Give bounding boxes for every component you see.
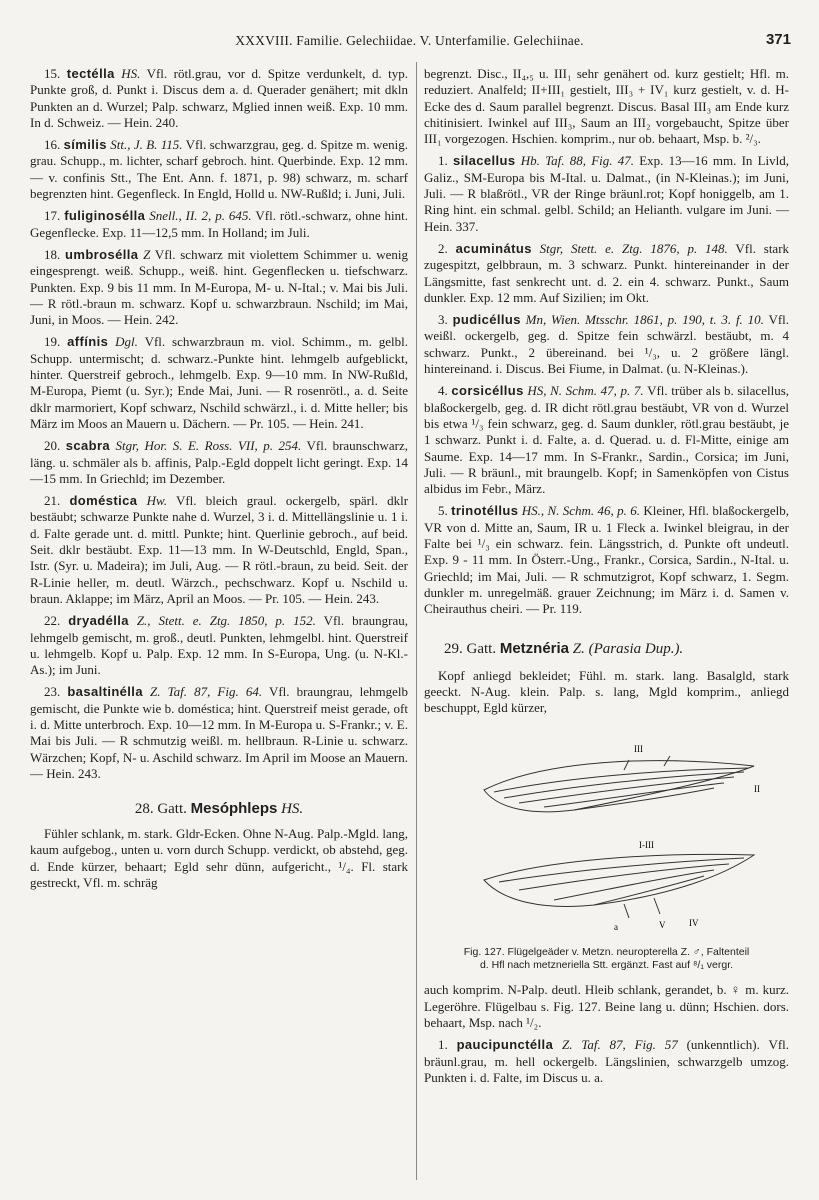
species-text: (unkenntlich). Vfl. bräunl.grau, m. hell ockergelb. Längslinien, schwarzgelb umzog. Punkten i. d. Falte, im Discus u. a. bbox=[424, 1037, 790, 1085]
species-name: umbrosélla bbox=[65, 246, 139, 262]
species-number: 1. bbox=[438, 1037, 448, 1053]
vein-label: IV bbox=[689, 918, 699, 929]
species-text: Vfl. stark zugespitzt, gelbbraun, m. 3 schwarz. Punkt. hintereinander in der Längsmitte, fast senkrecht unt. d. 2. ein 4. schwarz. Punkt., Saum dunkler. Exp. 12 mm. Auf Sizilien; im Okt. bbox=[424, 240, 790, 305]
species-number: 1. bbox=[438, 153, 448, 169]
species-text: Vfl. schwarz mit violettem Schimmer u. wenig eingesprengt. weiß. Schupp., weiß. hint. Gegenflecken u. tiefschwarz. Punkten. Exp. 9 bis 11 mm. In M-Europa, M- u. N-Ital.; v. Mai bis Juli. — R rötl.-braun m. schwarz. Kopf u. schwarzbraun. Nschild; im Mai, Juni, in Moos. — Hein. 242. bbox=[30, 246, 409, 328]
species-text: Vfl. schwarzgrau, geg. d. Spitze m. wenig. grau. Schupp., m. lichter, scharf gebroch. hint. Querbinde. Exp. 12 mm. — v. confinis Stt., The Ent. Ann. f. 1871, p. 98) schwarz, m. scharf begrenzten hint. Gegenfleck. In Engld, Holld u. NW-Rußld; i. Juni, Juli. bbox=[30, 137, 408, 202]
species-entry bbox=[30, 247, 408, 328]
species-number: 17. bbox=[44, 208, 61, 224]
species-text: Kleiner, Hfl. blaßockergelb, VR von d. Mitte an, Saum, IR u. 1 Fleck a. Iwinkel bleigrau, in der Falte bei ¹/₃ ein schwarz. fein. Längsstrich, d. Punkte oft undeutl. Exp. 9 - 11 mm. In Österr.-Ung., Frankr., Corsica, Sardin., N-Ital. u. Griechld; im Mai, Juli. — R schmutzigrot, Kopf schwarz, 1. Segm. dunkler m. unregelmäß. grauer Zeichnung; im März i. d. Samen v. Cheirauthus cheiri. — Pr. 119. bbox=[424, 503, 789, 617]
species-number: 16. bbox=[44, 137, 61, 153]
species-author: HS., N. Schm. 46, p. 6. bbox=[521, 503, 640, 519]
species-name: acuminátus bbox=[455, 240, 532, 256]
species-author: Stt., J. B. 115. bbox=[110, 137, 183, 153]
species-name: dryadélla bbox=[68, 613, 129, 629]
species-text: Exp. 13—16 mm. In Livld, Galiz., SM-Europa bis M-Ital. u. Dalmat., (in N-Kleinas.); im Juni, Juli. — R blaßrötl., VR der Ringe bräunl.rot; Kopf honiggelb, am 1. Ring hint. ein schmal. gelbl. Schild; an Helianth. vulgare im Juni. — Hein. 337. bbox=[424, 153, 790, 234]
post-figure-text: auch komprim. N-Palp. deutl. Hleib schlank, gerandet, b. ♀ m. kurz. Legeröhre. Flügelbau s. Fig. 127. Beine lang u. dünn; Hschien. dors. behaart, Msp. nach ¹/₂. bbox=[424, 982, 789, 1030]
species-entry bbox=[30, 438, 408, 487]
species-entry bbox=[30, 493, 408, 607]
species-entry bbox=[30, 208, 408, 241]
species-entry bbox=[424, 1037, 789, 1086]
genus-label: 28. Gatt. bbox=[134, 801, 187, 818]
species-entry bbox=[30, 137, 408, 202]
species-text: Vfl. braunschwarz, läng. u. schmäler als b. affinis, Palp.-Egld doppelt licht geringt. Exp. 14—15 mm. In Griechld; im Dezember. bbox=[30, 438, 409, 486]
species-entry bbox=[30, 334, 408, 432]
species-name: silacellus bbox=[452, 153, 516, 169]
genus-name: Metznéria bbox=[499, 639, 570, 657]
species-name: paucipunctélla bbox=[456, 1037, 554, 1053]
species-author: HS. bbox=[121, 66, 141, 81]
species-number: 3. bbox=[438, 312, 448, 328]
genus-author: Z. (Parasia Dup.). bbox=[572, 640, 684, 657]
species-author: Z. Taf. 87, Fig. 64. bbox=[150, 684, 263, 700]
vein-label: III bbox=[634, 744, 643, 755]
species-name: scabra bbox=[65, 438, 111, 454]
species-author: Z. Taf. 87, Fig. 57 bbox=[562, 1037, 678, 1053]
page-number: 371 bbox=[765, 31, 791, 48]
species-number: 22. bbox=[44, 613, 61, 629]
figure-caption bbox=[424, 946, 789, 972]
species-number: 2. bbox=[438, 240, 448, 256]
species-text: Vfl. schwarzbraun m. viol. Schimm., m. gelbl. Schupp. untermischt; d. schwarz.-Punkte hint. lehmgelb aufgeblickt, hinter. Querstreif gebroch., lehmgelb. Exp. 9—10 mm. In NW-Rußld, M-Europa, Piemt (u. Syr.); Ende Mai, Juni. — R rosenrötl., a. d. Seite dklr marmoriert, Kopf schwarz, Nschild schwärzl., i. d. Mitte heller; bis März im Moos an Mauern u. Dächern. — Pr. 105. — Hein. 241. bbox=[30, 334, 409, 431]
species-text: Vfl. rötl.grau, vor d. Spitze verdunkelt, d. typ. Punkte groß, d. Punkt i. Discus dem a. d. Querader genähert; mit dkln Punkten an d. Wurzel; Palp. schwarz, Mglied innen weiß. Exp. 10 mm. In d. Schweiz. — Hein. 240. bbox=[30, 66, 409, 130]
caption-line: d. Hfl nach metzneriella Stt. ergänzt. Fast auf ⁸/₁ vergr. bbox=[479, 959, 734, 972]
genus-author: HS. bbox=[281, 801, 304, 818]
right-entries bbox=[424, 153, 789, 617]
species-author: Mn, Wien. Mtsschr. 1861, p. 190, t. 3. f. 10. bbox=[525, 312, 764, 328]
species-number: 20. bbox=[44, 438, 61, 454]
species-number: 19. bbox=[44, 334, 61, 350]
species-text: Vfl. braungrau, lehmgelb gemischt, die Punkte wie b. doméstica; hint. Querstreif meist gerade, oft i. d. Mitte unterbroch. Exp. 10—12 mm. In M-Europa u. S-Frankr.; v. E. Mai bis Juli. — R schmutzig weißl. m. hellbraun. R-Linie u. schwarz. Wärzchen; Kopf, N- u. Aschild schwarz. Im April im Moose an Mauern. — Hein. 243. bbox=[30, 684, 409, 781]
species-name: fuliginosélla bbox=[64, 208, 146, 224]
species-number: 18. bbox=[44, 246, 61, 262]
continuation-text: begrenzt. Disc., II₄,₅ u. III₁ sehr genähert od. kurz gestielt; Hfl. m. reduziert. Analfeld; II+III₁ gestielt, III₃ + IV₁ kurz gestielt, v. d. H-Ecke des d. Saum parallel begrenzt. Discus. Basal III₃ am Ende kurz chitinisiert. Iwinkel auf III₃, Saum an III₂ vorgebaucht, Spitze über III₁ vorgezogen. Hschien. komprim., nur ob. behaart, Msp. b. ²/₃. bbox=[424, 66, 789, 147]
right-column bbox=[424, 66, 789, 1092]
species-entry bbox=[424, 503, 789, 617]
species-author: Z bbox=[143, 246, 151, 262]
species-name: basaltinélla bbox=[67, 684, 143, 700]
genus-label: 29. Gatt. bbox=[444, 640, 497, 657]
species-author: HS, N. Schm. 47, p. 7. bbox=[527, 383, 644, 399]
species-entry bbox=[424, 153, 789, 234]
species-entry bbox=[30, 66, 408, 131]
left-entries bbox=[30, 66, 408, 782]
genus-heading-29 bbox=[424, 640, 789, 658]
species-entry bbox=[424, 312, 789, 377]
species-author: Hb. Taf. 88, Fig. 47. bbox=[520, 153, 634, 169]
wing-venation-figure bbox=[424, 730, 789, 938]
genus-heading-28 bbox=[30, 800, 408, 818]
species-entry bbox=[424, 241, 789, 306]
genus-description: Kopf anliegd bekleidet; Fühl. m. stark. lang. Basalgld, stark geeckt. N-Aug. klein. Palp. s. lang, Mgld komprim., anliegd beschuppt, Egld kürzer, bbox=[424, 667, 789, 716]
species-name: doméstica bbox=[69, 493, 138, 509]
species-text: Vfl. trüber als b. silacellus, blaßockergelb, geg. d. IR dicht rötl.grau bestäubt, VR von d. Wurzel bis etwa ¹/₃ fein schwarz, geg. d. Saum dunkler, rötl.grau bestäubt, je 1 schwarz. Punkt i. d. Falte, a. d. Querad. u. d. Fl-Mitte, einige am Saume. Exp. 14—17 mm. In S-Frankr., Sardin., Corsica; im Juni, Juli. — R bräunl., mit braungelb. Kopf; in Samenköpfen von Cistus albidus im Febr., März. bbox=[424, 383, 789, 497]
vein-label: V bbox=[659, 920, 666, 931]
species-name: trinotéllus bbox=[451, 503, 519, 519]
species-author: Stgr, Stett. e. Ztg. 1876, p. 148. bbox=[539, 240, 728, 256]
vein-label: I-III bbox=[639, 840, 654, 851]
species-name: tectélla bbox=[66, 66, 115, 81]
left-column bbox=[30, 66, 408, 897]
species-name: corsicéllus bbox=[451, 383, 524, 399]
species-name: affínis bbox=[67, 334, 109, 350]
species-author: Z., Stett. e. Ztg. 1850, p. 152. bbox=[136, 613, 316, 629]
species-name: pudicéllus bbox=[452, 312, 521, 328]
running-header bbox=[0, 28, 819, 54]
species-number: 15. bbox=[44, 66, 61, 81]
species-text: Vfl. bleich graul. ockergelb, spärl. dklr bestäubt; schwarze Punkte nahe d. Wurzel, 3 i. d. Mittellängslinie u. 1 i. d. Falte gerade unt. d. mittl. Punkte; hint. Querlinie gebroch., auf beid. Seit. dklr bestäubt. Exp. 11—13 mm. In W-Deutschld, Engld, Span., Istr. (Syr. u. Madeira); im Juli, Aug. — R rötl.-braun, zu beid. Seit. der R-Linie heller, m. deutl. Wärzch., pechschwarz. Kopf u. Nschild u. braun. Aklappe; im März, April an Moos. — Pr. 105. — Hein. 243. bbox=[30, 493, 409, 606]
caption-line: Fig. 127. Flügelgeäder v. Metzn. neuropterella Z. ♂, Faltenteil bbox=[463, 946, 750, 959]
species-text: Vfl. braungrau, lehmgelb gemischt, m. groß., deutl. Punkten, lehmgelbl. hint. Querstreif u. lehmgelb. Kopf u. Palp. Exp. 12 mm. In S-Europa, Ung. (u. N-Kl.-As.); im Juni. bbox=[30, 613, 409, 678]
species-author: Snell., II. 2, p. 645. bbox=[149, 208, 252, 224]
species-number: 23. bbox=[44, 684, 61, 700]
header-title: XXXVIII. Familie. Gelechiidae. V. Unterfamilie. Gelechiinae. bbox=[235, 33, 584, 48]
species-author: Hw. bbox=[146, 493, 167, 509]
species-text: Vfl. rötl.-schwarz, ohne hint. Gegenflecke. Exp. 11—12,5 mm. In Holland; im Juli. bbox=[30, 208, 409, 240]
species-entry bbox=[30, 613, 408, 678]
vein-label: a bbox=[614, 922, 618, 933]
species-name: símilis bbox=[63, 137, 107, 153]
species-author: Dgl. bbox=[115, 334, 138, 350]
species-number: 4. bbox=[438, 383, 448, 399]
species-entry bbox=[30, 684, 408, 782]
species-text: Vfl. weißl. ockergelb, geg. d. Spitze fein schwärzl. bestäubt, m. 4 schwarz. Punkt., 2 übereinand. bei ¹/₃, u. 2 größere längl. hintereinand. i. Discus. Bei Fiume, in Dalmat. (u. N-Kleinas.). bbox=[424, 312, 790, 377]
species-number: 5. bbox=[438, 503, 448, 519]
genus-description: Fühler schlank, m. stark. Gldr-Ecken. Ohne N-Aug. Palp.-Mgld. lang, kaum aufgebog., unten u. vorn durch Schupp. verdickt, ob abstehd, geg. d. Ende kürzer, behaart; Egld sehr dünn, aufgericht., ¹/₄. Fl. stark gestreckt, Vfl. m. schräg bbox=[30, 826, 408, 891]
vein-label: II bbox=[754, 784, 760, 795]
species-number: 21. bbox=[44, 493, 61, 509]
species-entry bbox=[424, 383, 789, 497]
wing-venation-drawing bbox=[424, 730, 789, 938]
column-divider bbox=[416, 62, 417, 1180]
species-author: Stgr, Hor. S. E. Ross. VII, p. 254. bbox=[115, 438, 302, 454]
genus-name: Mesóphleps bbox=[190, 800, 278, 818]
